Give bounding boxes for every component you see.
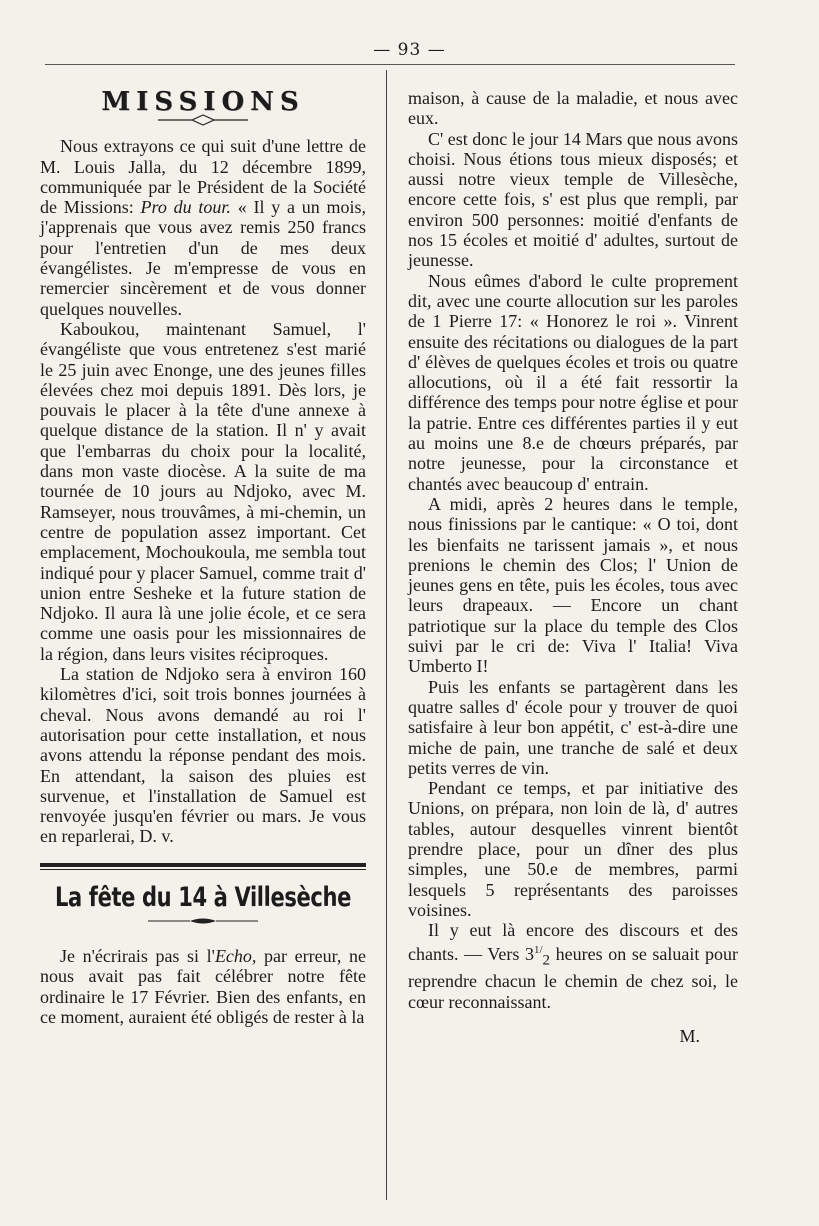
- right-column: [408, 88, 738, 1046]
- top-rule: [45, 64, 735, 65]
- fete-continuation: maison, à cause de la maladie, et nous avec eux.: [408, 88, 738, 129]
- fete-paragraph-2: Nous eûmes d'abord le culte proprement dit, avec une courte allocution sur les paroles de 1 Pierre 17: « Honorez le roi ». Vinrent ensuite des récitations ou dialogues de la part d' élèves de quelques écoles et trois ou quatre allocutions, où il a été fait ressortir la différence des temps pour notre église et pour la patrie. Entre ces différentes parties il y eut au moins une 8.e de chœurs préparés, par notre jeunesse, pour la circonstance et chantés avec beaucoup d' entrain.: [408, 270, 738, 494]
- missions-paragraph-2: Kaboukou, maintenant Samuel, l' évangéliste que vous entretenez s'est marié le 25 juin avec Enonge, une des jeunes filles élevées chez moi depuis 1891. Dès lors, je pouvais le placer à la tête d'une annexe à quelque distance de la station. Il n' y avait que l'embarras du choix pour la localité, dans mon vaste diocèse. A la suite de ma tournée de 10 jours au Ndjoko, avec M. Ramseyer, nous trouvâmes, à mi-chemin, un centre de population assez important. Cet emplacement, Mochoukoula, me sembla tout indiqué pour y placer Samuel, comme trait d' union entre Sesheke et la future station de Ndjoko. Il aura là une jolie école, et ce sera comme une oasis pour les missionnaires de la région, dans leurs visites réciproques.: [40, 318, 366, 664]
- fete-paragraph-6: Il y eut là encore des discours et des chants. — Vers $3^{1/}_2$ heures on se saluait pour reprendre chacun le chemin de chez soi, le cœur reconnaissant.: [408, 920, 739, 1012]
- ornament-divider: [148, 916, 258, 926]
- column-divider: [386, 70, 387, 1200]
- left-column: [40, 88, 366, 1027]
- pro-du-tour: Pro du tour.: [140, 197, 231, 218]
- echo-title: Echo,: [214, 945, 257, 966]
- fete-paragraph-1: C' est donc le jour 14 Mars que nous avons choisi. Nous étions tous mieux disposés; et aussi notre vieux temple de Villesèche, encore cette fois, s' est plus que rempli, par environ 500 personnes: moitié d'enfants de nos 15 écoles et moitié d' adultes, surtout de jeunesse.: [408, 128, 738, 271]
- fete-heading: La fête du 14 à Villesèche: [55, 881, 351, 913]
- fete-paragraph-5: Pendant ce temps, et par initiative des Unions, on prépara, non loin de là, d' autres tables, autour desquelles vinrent bientôt prendre place, pour un dîner des plus simples, une 50.e de membres, parmi lesquels 5 représentants des paroisses voisines.: [408, 778, 738, 920]
- missions-paragraph-3: La station de Ndjoko sera à environ 160 kilomètres d'ici, soit trois bonnes journées à cheval. Nous avons demandé au roi l' autorisation pour cette installation, et nous avons attendu la réponse pendant des mois. En attendant, la saison des pluies est survenue, et l'installation de Samuel est renvoyée jusqu'en février ou mars. Je vous en reparlerai, D. v.: [40, 664, 366, 847]
- fete-paragraph-3: A midi, après 2 heures dans le temple, nous finissions par le cantique: « O toi, dont les bienfaits ne tarissent jamais », et nous prenions le chemin des Clos; l' Union de jeunes gens en tête, puis les écoles, tous avec leurs drapeaux. — Encore un chant patriotique sur la place du temple des Clos suivi par le cri de: Viva l' Italia! Viva Umberto I!: [408, 493, 738, 677]
- missions-heading: MISSIONS: [101, 87, 305, 117]
- fete-paragraph-4: Puis les enfants se partagèrent dans les quatre salles d' école pour y trouver de quoi satisfaire à leur bon appétit, c' est-à-dire une miche de pain, une tranche de salé et deux petits verres de vin.: [408, 676, 738, 778]
- section-rule: [40, 863, 366, 870]
- fete-intro: Je n'écrirais pas si l'Echo, par erreur, ne nous avait pas fait célébrer notre fête ordinaire le 17 Février. Bien des enfants, en ce moment, auraient été obligés de rester à la: [40, 945, 366, 1027]
- page-number: — 93 —: [373, 40, 446, 60]
- signature: M.: [679, 1025, 700, 1046]
- missions-paragraph-1: Nous extrayons ce qui suit d'une lettre de M. Louis Jalla, du 12 décembre 1899, communiquée par le Président de la Société de Missions: Pro du tour. « Il y a un mois, j'apprenais que vous avez remis 250 francs pour l'entretien d'un de mes deux évangélistes. Je m'empresse de vous en remercier sincèrement et de vous donner quelques nouvelles.: [40, 136, 366, 319]
